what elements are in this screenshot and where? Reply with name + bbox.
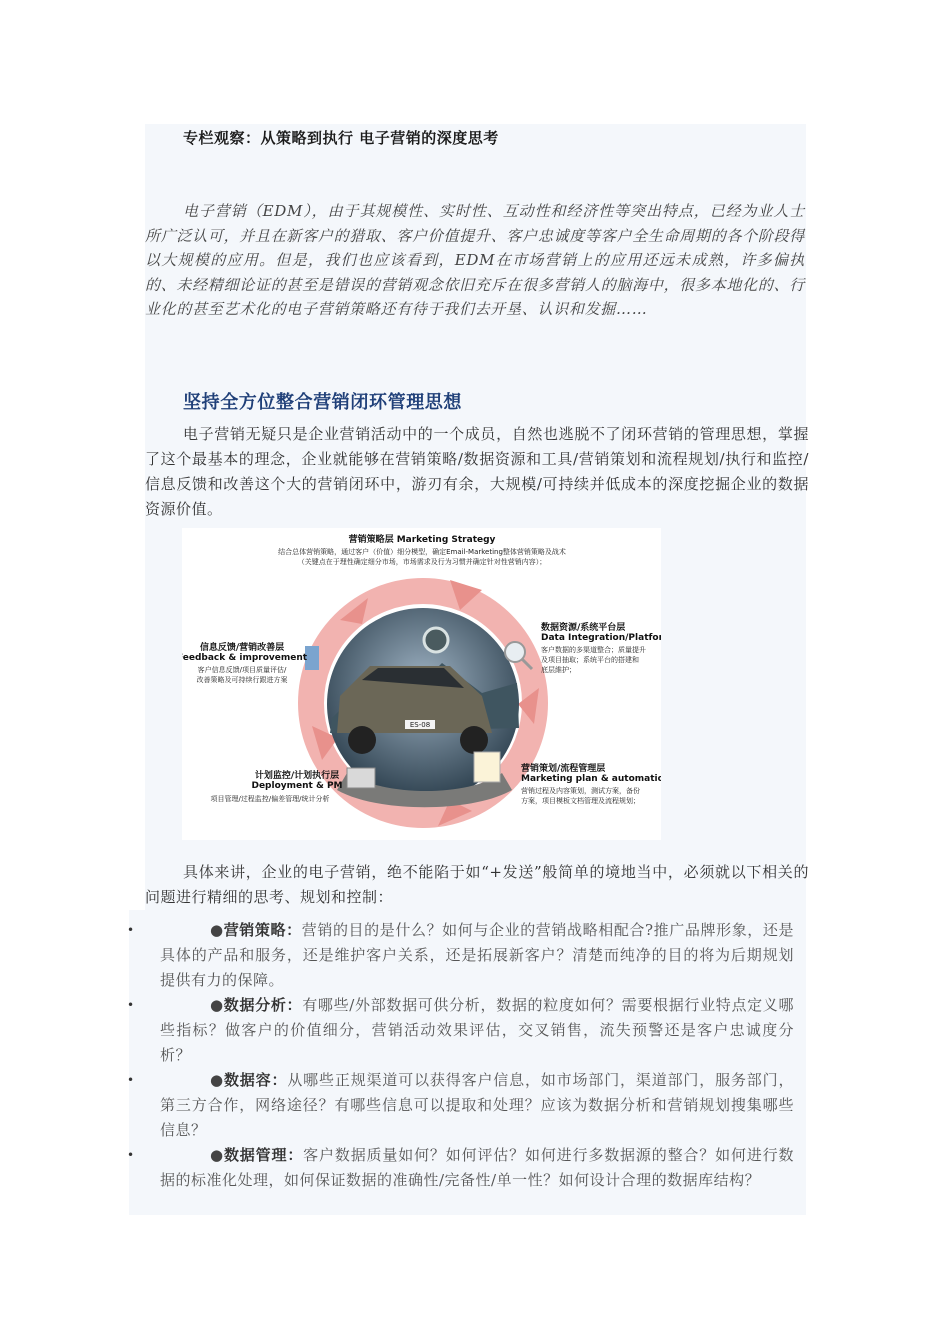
list-item <box>129 993 806 1068</box>
list-item-text <box>160 993 794 1068</box>
deploy-layer-title-cn: 计划监控/计划执行层 <box>254 771 340 781</box>
feedback-layer-desc-2: 改善策略及可持续行跟进方案 <box>196 676 288 684</box>
list-item <box>129 1068 806 1143</box>
data-layer-title-cn: 数据资源/系统平台层 <box>541 623 626 633</box>
list-item-head <box>210 996 302 1014</box>
feedback-layer-title-cn: 信息反馈/营销改善层 <box>199 643 285 653</box>
database-icon <box>305 646 319 670</box>
list-item-head-label: 数据容： <box>223 1071 288 1089</box>
list-item <box>129 1143 806 1193</box>
plan-layer-desc-2: 方案，项目模板文档管理及流程规划； <box>521 797 640 805</box>
list-item-head <box>210 1071 287 1089</box>
closed-loop-diagram <box>182 528 661 840</box>
dot-icon: ● <box>210 1146 224 1164</box>
strategy-layer-desc-1: 结合总体营销策略，通过客户（价值）细分模型，确定Email-Marketing整体营销策略及战术 <box>278 548 566 556</box>
list-item-body: 有哪些/外部数据可供分析，数据的粒度如何？需要根据行业特点定义哪些指标？做客户的价值细分，营销活动效果评估，交叉销售，流失预警还是客户忠诚度分析？ <box>160 996 794 1064</box>
deploy-layer-desc-1: 项目管理/过程监控/偏差管理/统计分析 <box>210 795 330 803</box>
plan-layer-title-en: Marketing plan & automation <box>521 774 661 784</box>
list-item-head <box>210 921 302 939</box>
list-item <box>129 918 806 993</box>
paragraph-detail-intro: 具体来讲，企业的电子营销，绝不能陷于如“+发送”般简单的境地当中，必须就以下相关的问题进行精细的思考、规划和控制： <box>145 863 809 906</box>
license-plate-text: ES-08 <box>409 721 431 729</box>
list-item-head <box>210 1146 303 1164</box>
switch-icon <box>347 768 375 788</box>
column-title: 专栏观察：从策略到执行 电子营销的深度思考 <box>183 129 499 147</box>
plan-layer-title-cn: 营销策划/流程管理层 <box>521 764 606 774</box>
consideration-list <box>129 918 806 1193</box>
bullet-icon: • <box>127 1148 135 1162</box>
feedback-layer-title-en: Feedback & improvement <box>182 653 308 663</box>
data-layer-desc-1: 客户数据的多渠道整合；质量提升 <box>541 646 646 654</box>
list-item-body: 从哪些正规渠道可以获得客户信息，如市场部门，渠道部门，服务部门，第三方合作，网络途径？有哪些信息可以提取和处理？应该为数据分析和营销规划搜集哪些信息？ <box>160 1071 794 1139</box>
feedback-layer-desc-1: 客户信息反馈/项目质量评估/ <box>197 666 287 674</box>
list-item-text <box>160 918 794 993</box>
list-item-text <box>160 1143 794 1193</box>
bullet-icon: • <box>127 1073 135 1087</box>
dot-icon: ● <box>210 921 224 939</box>
list-item-head-label: 营销策略： <box>223 921 302 939</box>
bullet-icon: • <box>127 998 135 1012</box>
list-item-body: 客户数据质量如何？如何评估？如何进行多数据源的整合？如何进行数据的标准化处理，如何保证数据的准确性/完备性/单一性？如何设计合理的数据库结构？ <box>160 1146 794 1189</box>
data-layer-desc-2: 及项目抽取；系统平台的搭建和 <box>541 656 639 664</box>
list-item-body: 营销的目的是什么？如何与企业的营销战略相配合?推广品牌形象，还是具体的产品和服务，还是维护客户关系，还是拓展新客户？清楚而纯净的目的将为后期规划提供有力的保障。 <box>160 921 795 989</box>
list-item-head-label: 数据管理： <box>223 1146 304 1164</box>
intro-paragraph: 电子营销（EDM），由于其规模性、实时性、互动性和经济性等突出特点，已经为业人士所广泛认可，并且在新客户的猎取、客户价值提升、客户忠诚度等客户全生命周期的各个阶段得以大规模的应用。但是，我们也应该看到，EDM在市场营销上的应用还远未成熟，许多偏执的、未经精细论证的甚至是错误的营销观念依旧充斥在很多营销人的脑海中，很多本地化的、行业化的甚至艺术化的电子营销策略还有待于我们去开垦、认识和发掘…… <box>145 202 805 318</box>
target-icon <box>424 628 448 652</box>
data-layer-title-en: Data Integration/Platform <box>541 633 661 643</box>
wheel-left <box>348 726 376 754</box>
dot-icon: ● <box>210 996 224 1014</box>
dot-icon: ● <box>210 1071 224 1089</box>
data-layer-desc-3: 底层維护； <box>541 666 576 674</box>
wheel-right <box>460 726 488 754</box>
deploy-layer-title-en: Deployment & PM <box>251 781 343 791</box>
section-heading: 坚持全方位整合营销闭环管理思想 <box>183 392 462 413</box>
diagram-svg <box>182 528 661 840</box>
plan-layer-desc-1: 营销过程及内容策划，测试方案，备份 <box>521 787 640 795</box>
list-item-head-label: 数据分析： <box>223 996 303 1014</box>
bullet-icon: • <box>127 923 135 937</box>
paragraph-closed-loop: 电子营销无疑只是企业营销活动中的一个成员，自然也逃脱不了闭环营销的管理思想，掌握了这个最基本的理念，企业就能够在营销策略/数据资源和工具/营销策划和流程规划/执行和监控/信息反馈和改善这个大的营销闭环中，游刃有余，大规模/可持续并低成本的深度挖掘企业的数据资源价值。 <box>145 425 809 518</box>
clipboard-icon <box>474 752 500 782</box>
strategy-layer-title: 营销策略层 Marketing Strategy <box>348 535 496 545</box>
strategy-layer-desc-2: （关键点在于理性确定细分市场，市场需求及行为习惯并确定针对性营销内容）； <box>297 558 547 566</box>
list-item-text <box>160 1068 794 1143</box>
